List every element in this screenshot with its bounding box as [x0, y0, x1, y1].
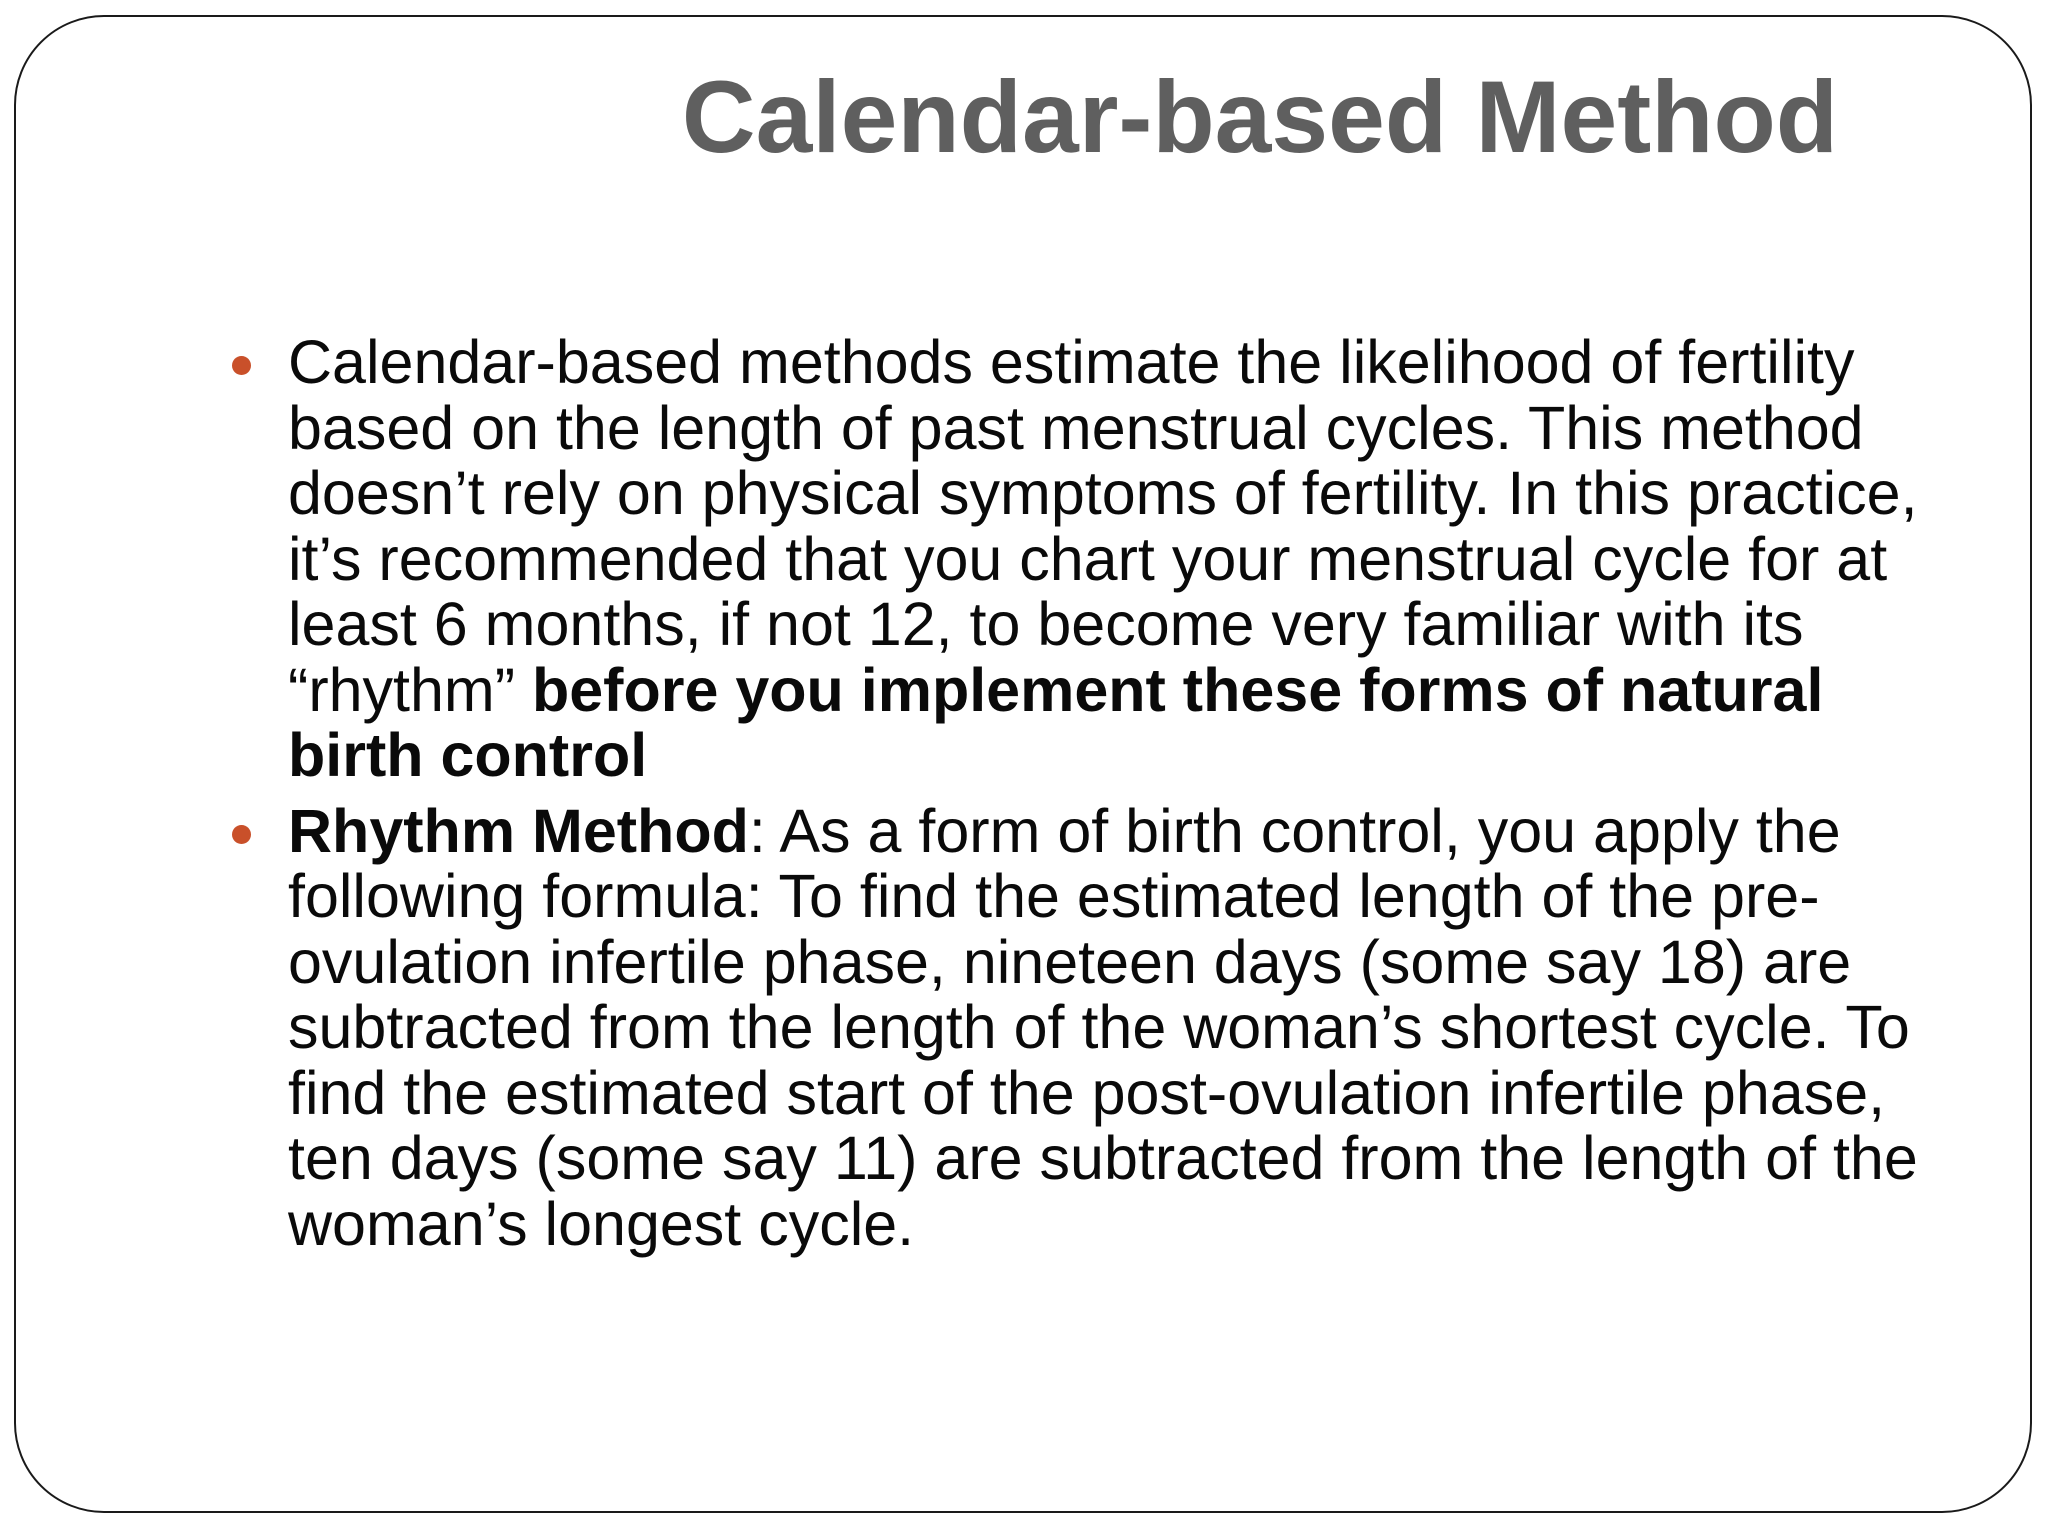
bullet-text: Calendar-based methods estimate the likelihood of fertility based on the length of past menstrual cycles. This method doesn’t rely on physical symptoms of fertility. In this practice, it’s recommended that you chart your menstrual cycle for at least 6 months, if not 12, to become very familiar with its “rhythm” [288, 328, 1918, 724]
bullet-trail-bold: before you implement these forms of natural birth control [288, 655, 1824, 789]
bullet-item-rhythm-method [228, 796, 1968, 1258]
bullet-lead-bold: Rhythm Method [288, 796, 749, 865]
bullet-dot-icon [232, 825, 251, 844]
bullet-text: : As a form of birth control, you apply the following formula: To find the estimated length of the pre-ovulation infertile phase, nineteen days (some say 18) are subtracted from the length of the woman’s shortest cycle. To find the estimated start of the post-ovulation infertile phase, ten days (some say 11) are subtracted from the length of the woman’s longest cycle. [288, 796, 1918, 1258]
bullet-item-calendar-methods [228, 330, 1968, 789]
bullet-list [228, 330, 1968, 1267]
bullet-dot-icon [232, 356, 251, 375]
slide-title: Calendar-based Method [681, 60, 1839, 174]
